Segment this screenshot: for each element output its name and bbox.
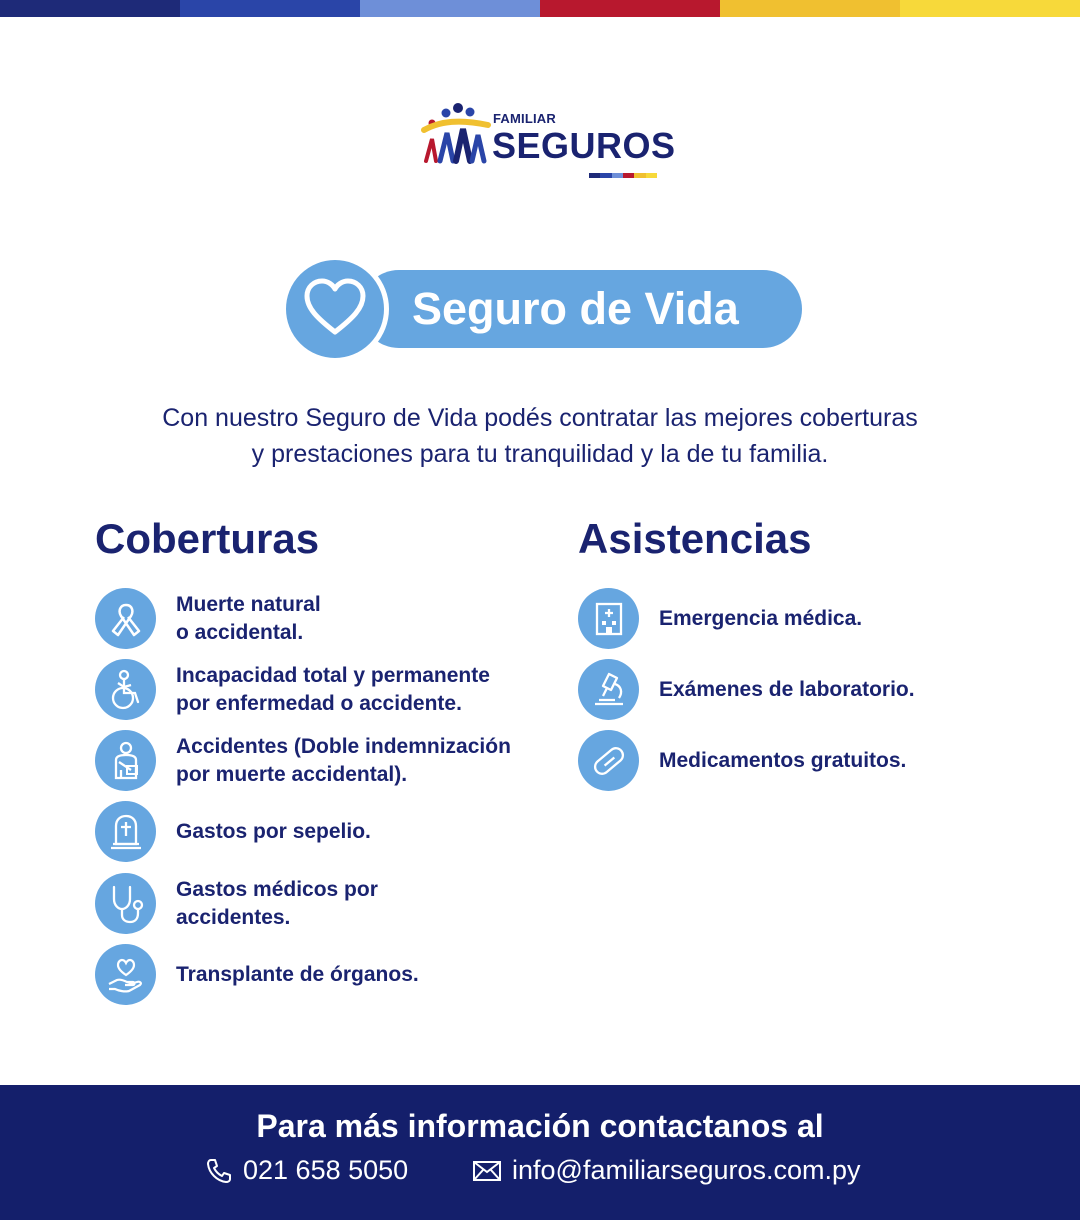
stethoscope-icon	[95, 873, 156, 934]
intro-line-1: Con nuestro Seguro de Vida podés contratar las mejores coberturas	[162, 404, 918, 432]
phone-icon	[205, 1157, 233, 1185]
stripe-segment	[180, 0, 360, 17]
pill-icon	[578, 730, 639, 791]
intro-line-2: y prestaciones para tu tranquilidad y la de tu familia.	[251, 440, 829, 468]
asistencias-heading: Asistencias	[578, 515, 812, 562]
ribbon-icon	[95, 588, 156, 649]
stripe-segment	[720, 0, 900, 17]
familiar-seguros-logo	[420, 103, 676, 183]
injured-person-icon	[95, 730, 156, 791]
hospital-icon	[578, 588, 639, 649]
logo-top-text: FAMILIAR	[493, 111, 556, 126]
stripe-segment	[540, 0, 720, 17]
asistencia-item	[578, 659, 915, 720]
cobertura-item	[95, 659, 490, 720]
cobertura-text: Gastos por sepelio.	[176, 819, 371, 843]
page-title: Seguro de Vida	[412, 283, 739, 334]
footer	[0, 1085, 1080, 1220]
asistencia-text: Exámenes de laboratorio.	[659, 677, 915, 701]
mail-icon	[472, 1160, 502, 1182]
cobertura-text: por muerte accidental).	[176, 762, 408, 786]
heart-hand-icon	[95, 944, 156, 1005]
stripe-segment	[360, 0, 540, 17]
cobertura-item	[95, 730, 511, 791]
cobertura-item	[95, 801, 371, 862]
heart-badge	[281, 255, 389, 363]
cobertura-item	[95, 944, 419, 1005]
wheelchair-icon	[95, 659, 156, 720]
email-contact[interactable]	[472, 1155, 861, 1186]
top-color-stripe	[0, 0, 1080, 17]
phone-number[interactable]: 021 658 5050	[243, 1155, 409, 1185]
cobertura-item	[95, 588, 321, 649]
stripe-segment	[0, 0, 180, 17]
microscope-icon	[578, 659, 639, 720]
cobertura-text: Transplante de órganos.	[176, 962, 419, 986]
family-figures-icon	[420, 103, 492, 165]
cobertura-text: Incapacidad total y permanente	[176, 663, 490, 687]
stripe-segment	[900, 0, 1080, 17]
cobertura-text: o accidental.	[176, 620, 304, 644]
cobertura-text: Gastos médicos por	[176, 877, 378, 901]
cobertura-text: accidentes.	[176, 905, 291, 929]
asistencia-item	[578, 588, 862, 649]
asistencia-text: Medicamentos gratuitos.	[659, 748, 907, 772]
footer-title: Para más información contactanos al	[256, 1108, 824, 1144]
cobertura-text: Muerte natural	[176, 592, 321, 616]
logo-main-text: SEGUROS	[492, 125, 676, 166]
coberturas-heading: Coberturas	[95, 515, 320, 562]
tombstone-icon	[95, 801, 156, 862]
cobertura-item	[95, 873, 378, 934]
email-address[interactable]: info@familiarseguros.com.py	[512, 1155, 861, 1185]
asistencia-item	[578, 730, 906, 791]
cobertura-text: por enfermedad o accidente.	[176, 691, 462, 715]
intro-paragraph	[90, 400, 990, 472]
asistencia-text: Emergencia médica.	[659, 606, 863, 630]
logo-color-bar	[589, 173, 657, 178]
phone-contact[interactable]	[205, 1155, 408, 1186]
cobertura-text: Accidentes (Doble indemnización	[176, 734, 511, 758]
heart-icon	[303, 278, 367, 338]
